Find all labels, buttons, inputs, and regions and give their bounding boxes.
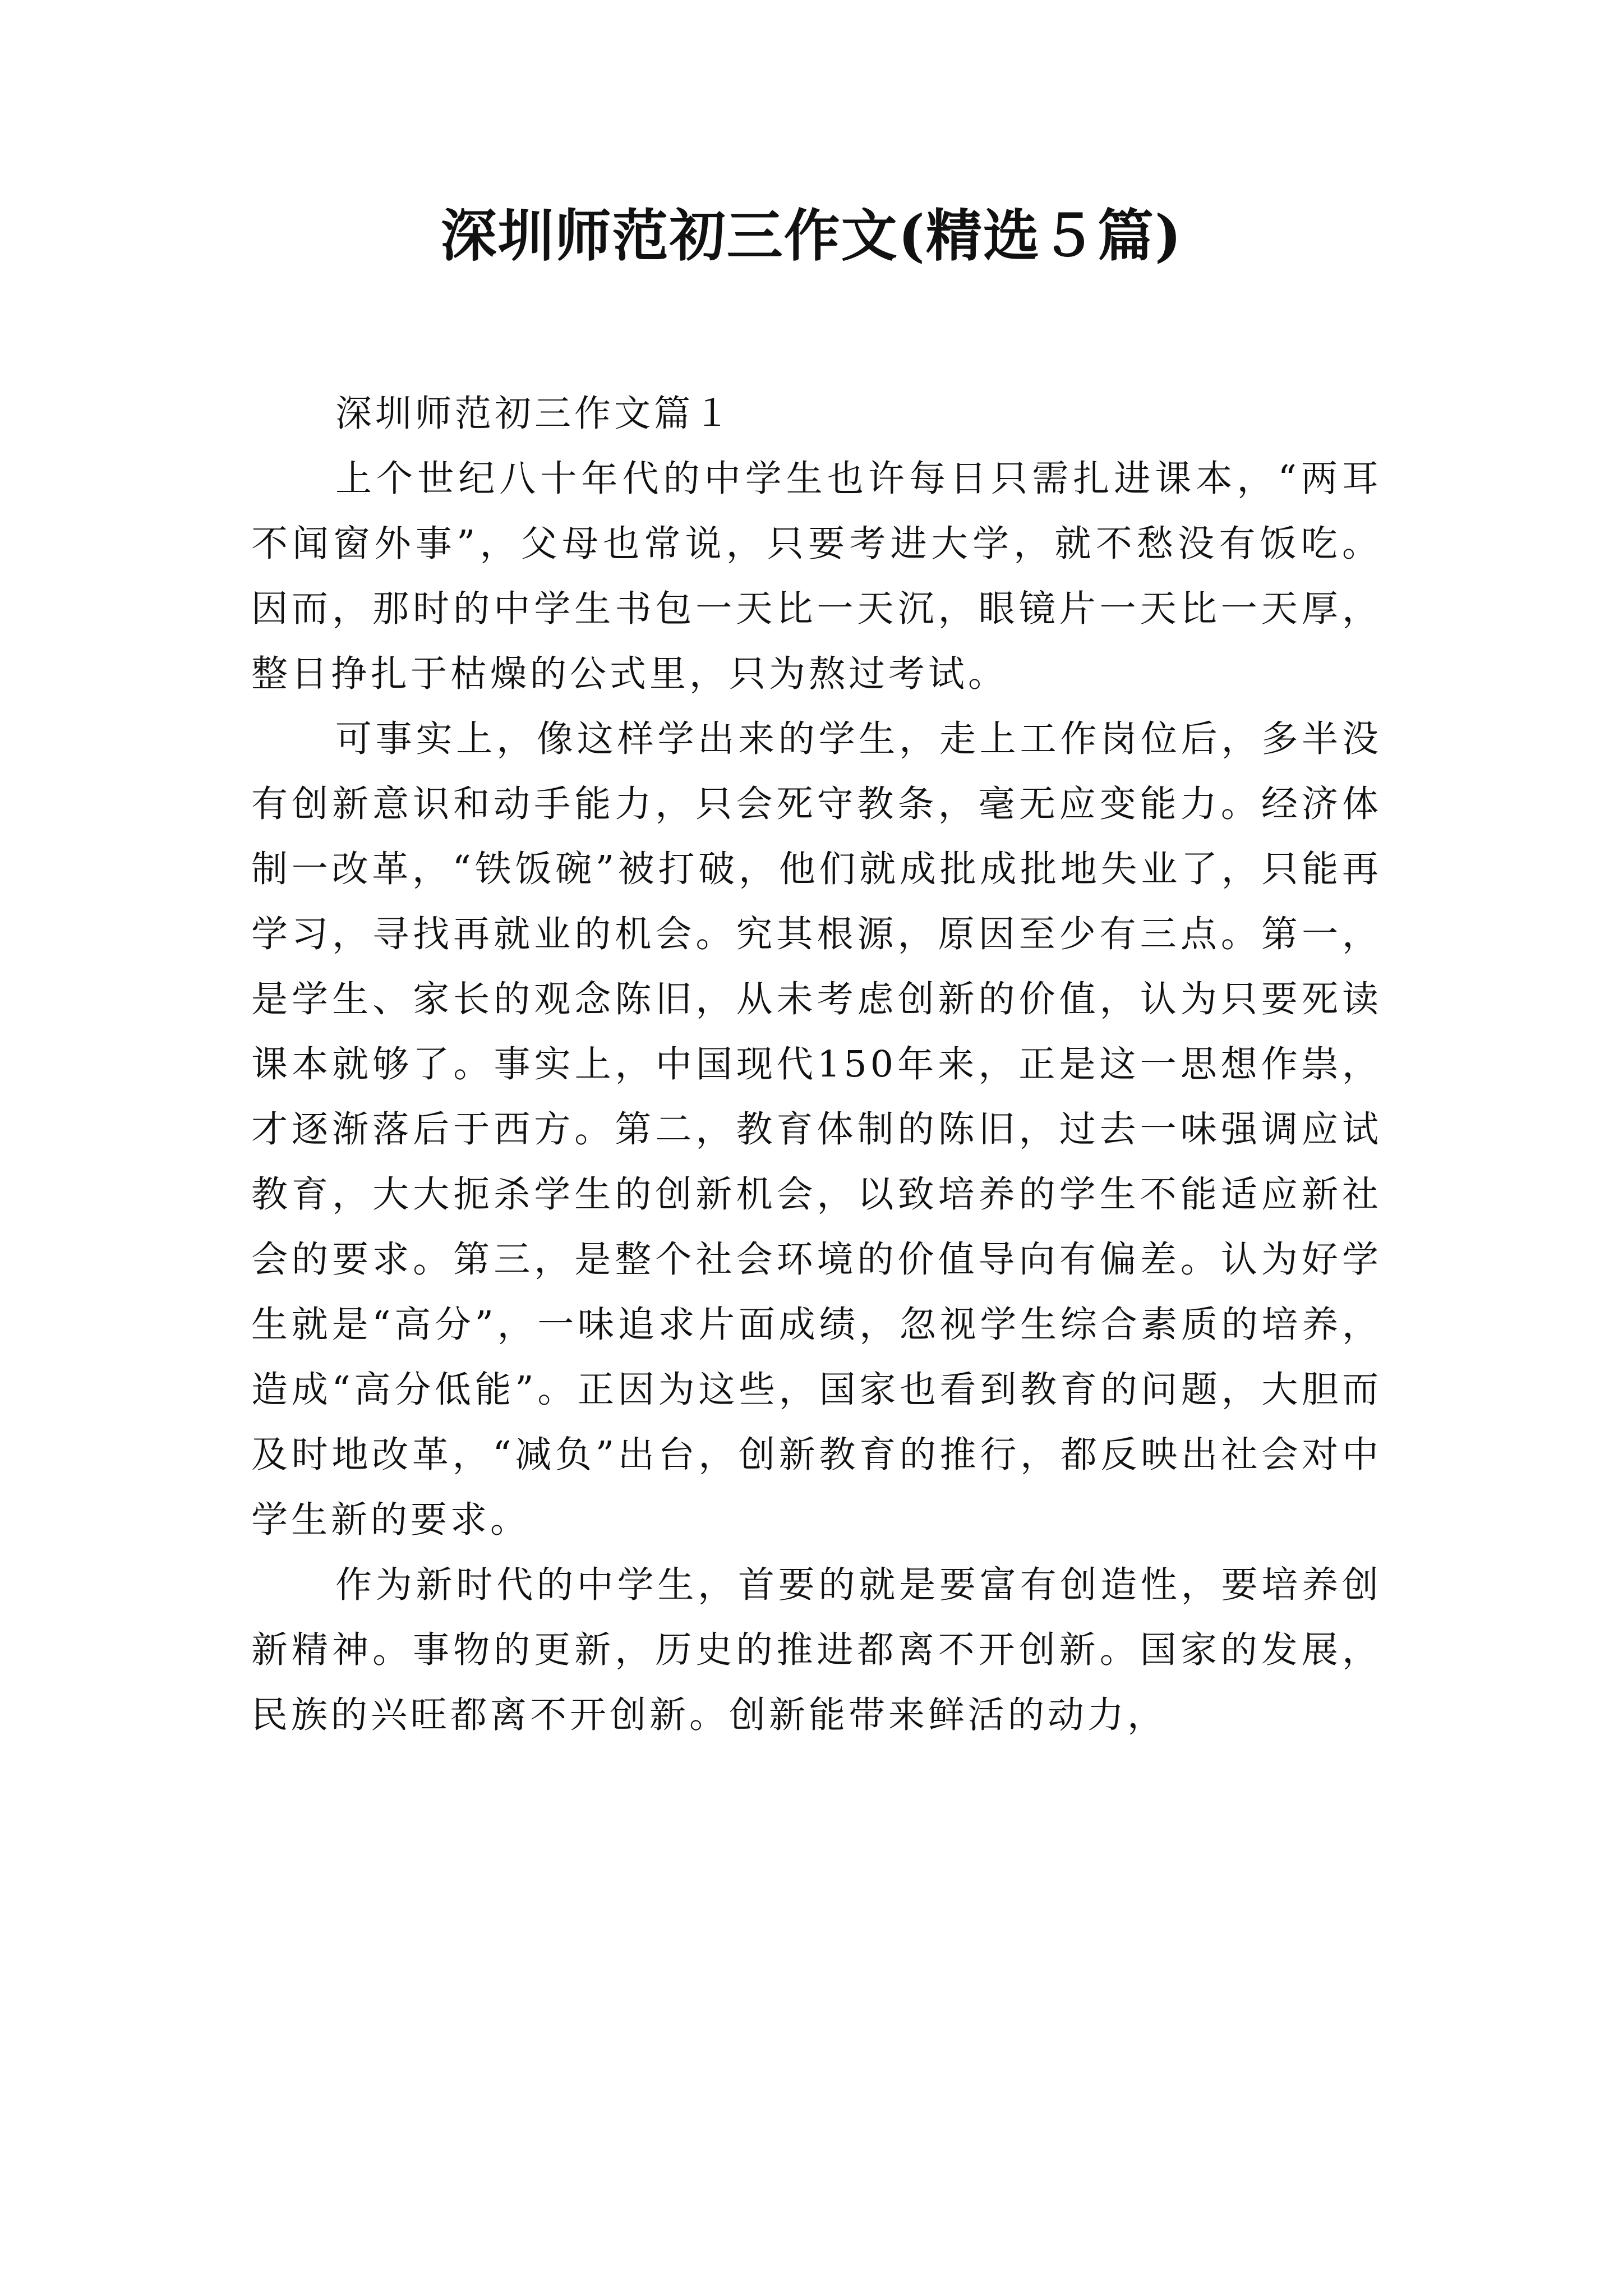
document-title: 深圳师范初三作文(精选５篇): [440, 203, 1183, 269]
paragraph-1: 上个世纪八十年代的中学生也许每日只需扎进课本，“两耳不闻窗外事”，父母也常说，只要考进大学，就不愁没有饭吃。因而，那时的中学生书包一天比一天沉，眼镜片一天比一天厚，整日挣扎于枯燥的公式里，只为熬过考试。: [251, 458, 1382, 695]
paragraph-2: 可事实上，像这样学出来的学生，走上工作岗位后，多半没有创新意识和动手能力，只会死守教条，毫无应变能力。经济体制一改革，“铁饭碗”被打破，他们就成批成批地失业了，只能再学习，寻找再就业的机会。究其根源，原因至少有三点。第一，是学生、家长的观念陈旧，从未考虑创新的价值，认为只要死读课本就够了。事实上，中国现代150年来，正是这一思想作祟，才逐渐落后于西方。第二，教育体制的陈旧，过去一味强调应试教育，大大扼杀学生的创新机会，以致培养的学生不能适应新社会的要求。第三，是整个社会环境的价值导向有偏差。认为好学生就是“高分”，一味追求片面成绩，忽视学生综合素质的培养，造成“高分低能”。正因为这些，国家也看到教育的问题，大胆而及时地改革，“减负”出台，创新教育的推行，都反映出社会对中学生新的要求。: [251, 718, 1382, 1541]
paragraph-3: 作为新时代的中学生，首要的就是要富有创造性，要培养创新精神。事物的更新，历史的推进都离不开创新。国家的发展，民族的兴旺都离不开创新。创新能带来鲜活的动力，: [251, 1564, 1382, 1736]
document-body: [251, 381, 1382, 1748]
section-heading: 深圳师范初三作文篇１: [335, 393, 734, 435]
